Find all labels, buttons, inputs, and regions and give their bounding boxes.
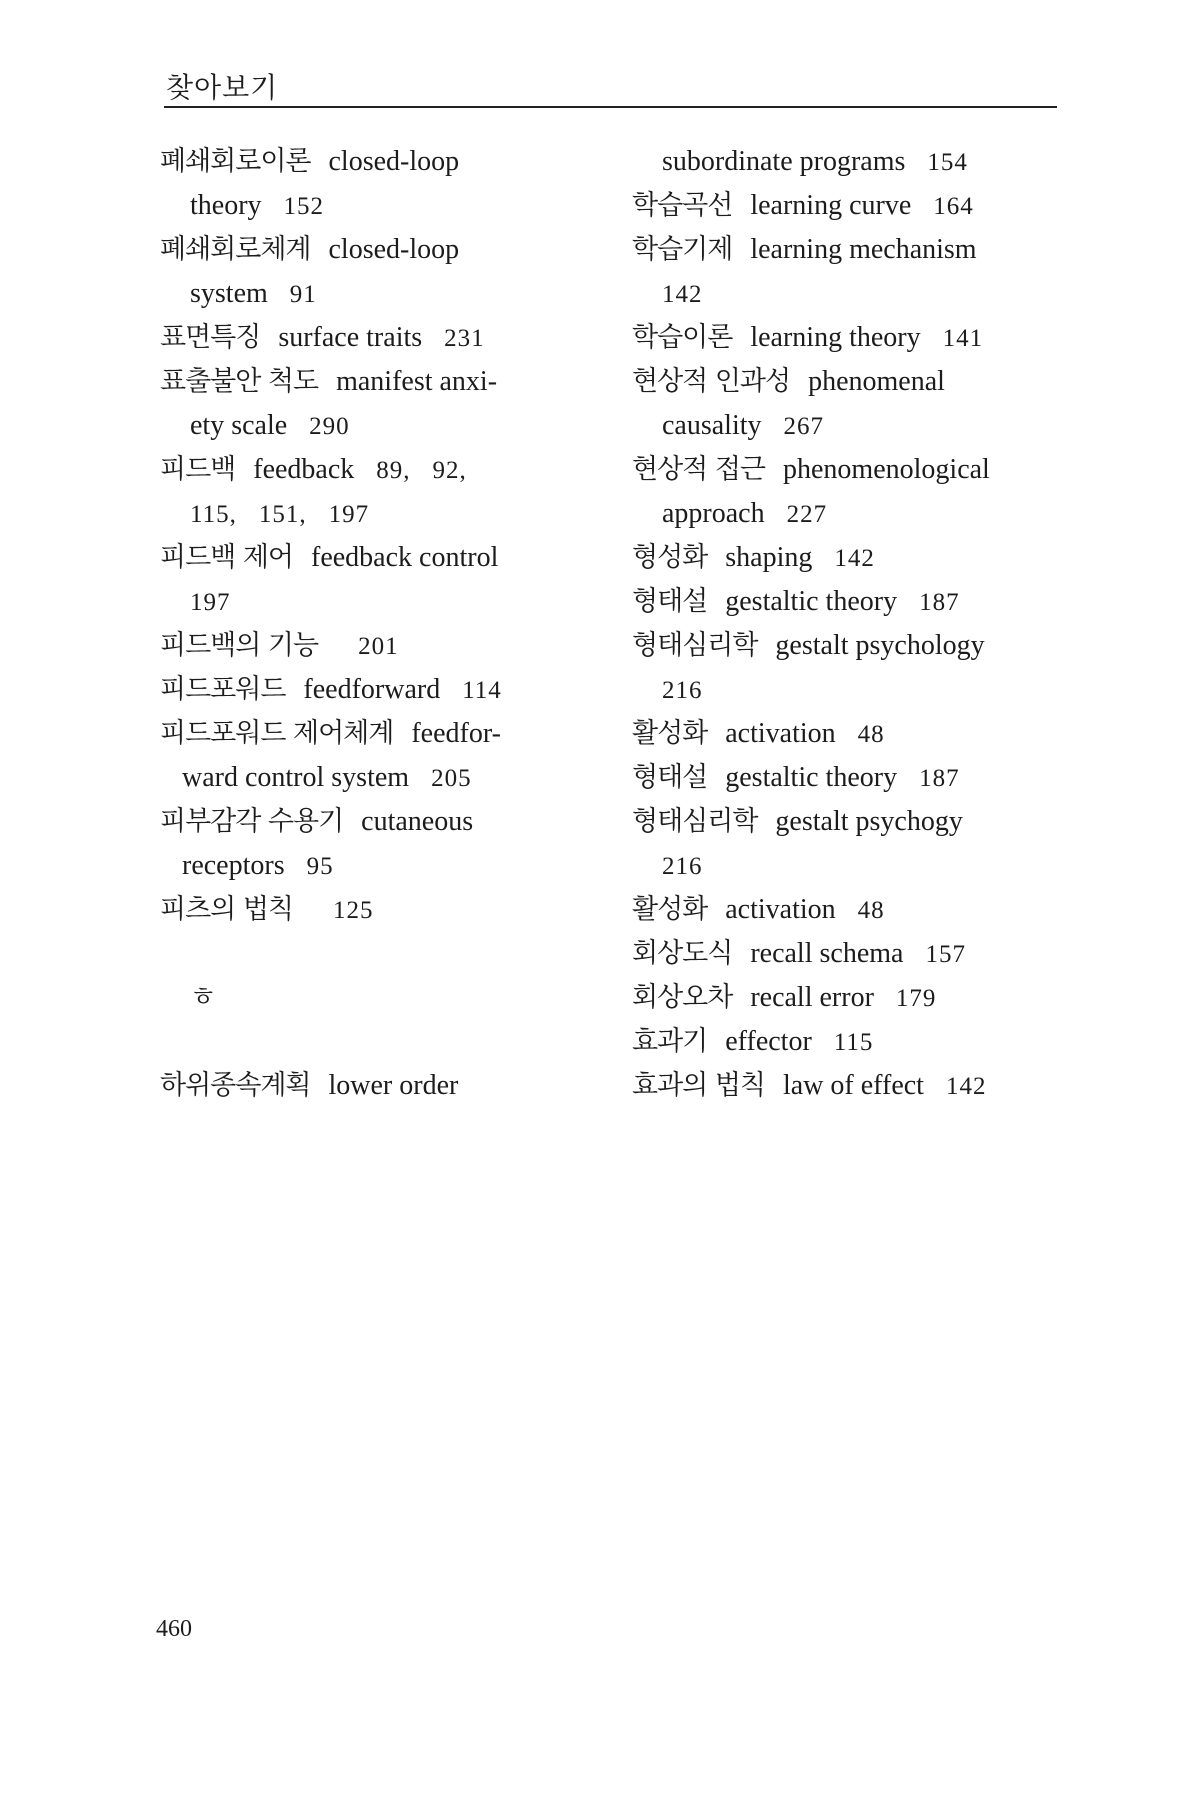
index-term-english: feedfor- xyxy=(411,718,501,749)
index-term-korean: 피드백의 기능 xyxy=(160,630,319,661)
index-term-korean: 표면특징 xyxy=(160,322,261,353)
index-entry xyxy=(160,536,600,580)
index-entry xyxy=(632,1064,1072,1108)
index-page-ref: 197 xyxy=(328,501,370,528)
index-page-ref: 154 xyxy=(927,149,968,176)
index-entry-continuation xyxy=(632,668,1072,712)
index-term-english: activation xyxy=(725,718,836,749)
index-page-ref: 114 xyxy=(462,677,502,704)
index-term-korean: 표출불안 척도 xyxy=(160,366,319,397)
index-page-ref: 157 xyxy=(925,941,966,968)
index-entry-continuation xyxy=(160,580,600,624)
index-term-english: gestaltic theory xyxy=(725,762,898,793)
index-entry xyxy=(632,448,1072,492)
index-term-english: activation xyxy=(725,894,836,925)
index-entry xyxy=(632,580,1072,624)
index-term-english: lower order xyxy=(328,1070,459,1101)
index-entry xyxy=(160,448,600,492)
header-rule xyxy=(164,106,1057,108)
index-entry xyxy=(160,624,600,668)
index-entry xyxy=(160,1064,600,1108)
index-entry xyxy=(632,316,1072,360)
index-term-korean: 회상오차 xyxy=(632,982,733,1013)
index-entry xyxy=(632,228,1072,272)
index-term-english: effector xyxy=(725,1026,812,1057)
index-term-korean: 피부감각 수용기 xyxy=(160,806,344,837)
index-term-korean: 폐쇄회로이론 xyxy=(160,146,311,177)
index-term-english: gestalt psychogy xyxy=(775,806,963,837)
index-entry xyxy=(160,316,600,360)
index-entry xyxy=(160,800,600,844)
index-term-english: learning mechanism xyxy=(750,234,977,265)
index-term-korean: 폐쇄회로체계 xyxy=(160,234,311,265)
index-term-korean: 형태설 xyxy=(632,586,708,617)
index-entry xyxy=(632,800,1072,844)
index-entry xyxy=(632,756,1072,800)
index-page-ref: 115 xyxy=(833,1029,874,1056)
index-term-korean: 학습이론 xyxy=(632,322,733,353)
index-entry xyxy=(632,536,1072,580)
index-term-english: ward control system xyxy=(182,762,410,793)
index-entry-continuation xyxy=(632,844,1072,888)
index-page-ref: 48 xyxy=(857,721,885,748)
index-entry-continuation xyxy=(632,404,1072,448)
index-term-english: theory xyxy=(190,190,262,221)
index-term-korean: 현상적 접근 xyxy=(632,454,765,485)
index-entry xyxy=(632,624,1072,668)
index-entry-continuation xyxy=(160,272,600,316)
index-term-korean: 형태심리학 xyxy=(632,806,758,837)
index-term-korean: 효과의 법칙 xyxy=(632,1070,765,1101)
index-term-korean: 효과기 xyxy=(632,1026,708,1057)
index-page-ref: 141 xyxy=(942,325,984,352)
index-page-ref: 152 xyxy=(283,193,325,220)
index-page-ref: 227 xyxy=(786,501,828,528)
index-entry xyxy=(160,668,600,712)
index-page-ref: 125 xyxy=(333,897,374,924)
index-page-ref: 267 xyxy=(783,413,825,440)
index-spacer xyxy=(160,932,600,976)
index-page-ref: 187 xyxy=(919,765,960,792)
index-page-ref: 205 xyxy=(431,765,472,792)
index-term-english: subordinate programs xyxy=(662,146,906,177)
index-page-ref: 216 xyxy=(662,853,703,880)
index-term-english: recall error xyxy=(750,982,874,1013)
index-term-english: gestalt psychology xyxy=(775,630,985,661)
index-term-english: receptors xyxy=(182,850,285,881)
index-page-ref: 91 xyxy=(289,281,317,308)
index-term-korean: 학습곡선 xyxy=(632,190,733,221)
index-page-ref: 151, xyxy=(258,501,307,528)
index-term-english: system xyxy=(190,278,268,309)
index-entry-continuation xyxy=(632,272,1072,316)
index-entry-continuation xyxy=(632,140,1072,184)
index-entry-continuation xyxy=(632,492,1072,536)
index-page-ref: 164 xyxy=(933,193,974,220)
index-term-korean: 피드포워드 xyxy=(160,674,286,705)
index-term-english: closed-loop xyxy=(328,146,460,177)
index-column-right xyxy=(632,140,1072,1108)
index-entry xyxy=(160,228,600,272)
index-term-korean: 현상적 인과성 xyxy=(632,366,791,397)
index-term-korean: 활성화 xyxy=(632,894,708,925)
index-term-korean: 피드포워드 제어체계 xyxy=(160,718,394,749)
index-entry-continuation xyxy=(160,492,600,536)
index-page-ref: 187 xyxy=(919,589,960,616)
index-page-ref: 216 xyxy=(662,677,703,704)
index-term-korean: 형태설 xyxy=(632,762,708,793)
index-term-korean: 형태심리학 xyxy=(632,630,758,661)
index-page-ref: 95 xyxy=(306,853,334,880)
index-entry xyxy=(160,888,600,932)
index-entry-continuation xyxy=(160,756,600,800)
index-entry-continuation xyxy=(160,184,600,228)
index-entry xyxy=(160,712,600,756)
index-page-ref: 231 xyxy=(444,325,485,352)
index-section-heading: ㅎ xyxy=(190,982,217,1013)
index-entry xyxy=(632,1020,1072,1064)
index-term-english: law of effect xyxy=(783,1070,924,1101)
index-term-korean: 피드백 제어 xyxy=(160,542,293,573)
index-entry xyxy=(632,712,1072,756)
index-entry xyxy=(632,360,1072,404)
index-term-korean: 활성화 xyxy=(632,718,708,749)
index-term-english: manifest anxi- xyxy=(336,366,498,397)
index-page-ref: 142 xyxy=(662,281,703,308)
index-term-english: shaping xyxy=(725,542,813,573)
index-term-english: approach xyxy=(662,498,765,529)
index-page-ref: 92, xyxy=(432,457,467,484)
index-term-english: learning theory xyxy=(750,322,921,353)
index-entry xyxy=(632,932,1072,976)
index-term-korean: 피츠의 법칙 xyxy=(160,894,293,925)
index-page-ref: 142 xyxy=(834,545,875,572)
index-term-english: closed-loop xyxy=(328,234,460,265)
index-entry xyxy=(632,888,1072,932)
page-number: 460 xyxy=(156,1616,192,1642)
index-entry-continuation xyxy=(160,844,600,888)
index-term-english: feedback control xyxy=(311,542,499,573)
index-term-english: feedback xyxy=(253,454,355,485)
index-term-korean: 하위종속계획 xyxy=(160,1070,311,1101)
index-term-english: surface traits xyxy=(278,322,423,353)
index-entry xyxy=(160,140,600,184)
index-page-ref: 290 xyxy=(309,413,350,440)
index-term-english: causality xyxy=(662,410,762,441)
index-column-left xyxy=(160,140,600,1108)
index-term-english: ety scale xyxy=(190,410,288,441)
index-term-english: recall schema xyxy=(750,938,904,969)
index-term-korean: 학습기제 xyxy=(632,234,733,265)
page-header-title: 찾아보기 xyxy=(166,71,279,104)
index-term-korean: 피드백 xyxy=(160,454,236,485)
index-term-english: feedforward xyxy=(303,674,441,705)
index-page-ref: 179 xyxy=(895,985,937,1012)
index-page-ref: 48 xyxy=(857,897,885,924)
index-term-english: cutaneous xyxy=(361,806,474,837)
index-page-ref: 115, xyxy=(190,501,237,528)
index-entry xyxy=(160,360,600,404)
index-page-ref: 201 xyxy=(358,633,399,660)
index-page-ref: 89, xyxy=(376,457,411,484)
index-page-ref: 197 xyxy=(190,589,231,616)
index-spacer xyxy=(160,1020,600,1064)
index-term-korean: 형성화 xyxy=(632,542,708,573)
index-term-english: phenomenological xyxy=(783,454,990,485)
index-entry xyxy=(632,184,1072,228)
index-entry xyxy=(632,976,1072,1020)
index-term-english: phenomenal xyxy=(808,366,945,397)
index-entry-continuation xyxy=(160,404,600,448)
index-term-english: gestaltic theory xyxy=(725,586,898,617)
index-term-english: learning curve xyxy=(750,190,912,221)
index-term-korean: 회상도식 xyxy=(632,938,733,969)
index-page-ref: 142 xyxy=(945,1073,987,1100)
